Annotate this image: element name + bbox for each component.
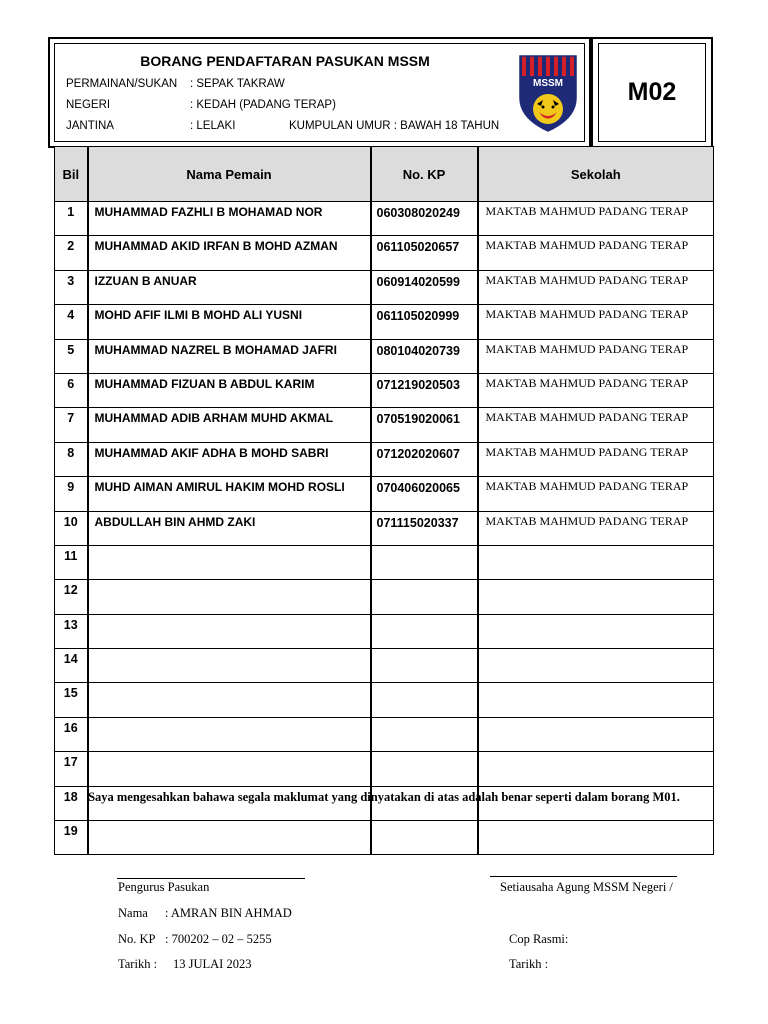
row-kp: 070406020065 <box>371 477 478 511</box>
row-school <box>478 614 714 648</box>
row-kp: 060914020599 <box>371 270 478 304</box>
manager-name-value: : AMRAN BIN AHMAD <box>165 906 292 920</box>
table-row <box>55 408 714 442</box>
row-kp <box>371 545 478 579</box>
row-school: MAKTAB MAHMUD PADANG TERAP <box>478 408 714 442</box>
row-kp: 080104020739 <box>371 339 478 373</box>
row-school <box>478 683 714 717</box>
state-label: NEGERI <box>66 99 111 111</box>
row-kp <box>371 717 478 751</box>
row-bil: 19 <box>55 821 88 855</box>
table-row <box>55 442 714 476</box>
table-row <box>55 305 714 339</box>
table-row <box>55 683 714 717</box>
table-row <box>55 373 714 407</box>
row-name <box>88 580 371 614</box>
row-name <box>88 545 371 579</box>
row-kp <box>371 821 478 855</box>
table-row <box>55 202 714 236</box>
row-kp: 070519020061 <box>371 408 478 442</box>
table-header-row <box>55 147 714 202</box>
row-school <box>478 752 714 786</box>
header-school: Sekolah <box>478 147 714 202</box>
row-bil: 6 <box>55 373 88 407</box>
row-bil: 9 <box>55 477 88 511</box>
row-bil: 10 <box>55 511 88 545</box>
table-row <box>55 339 714 373</box>
secretary-signature-line <box>490 876 677 877</box>
form-code: M02 <box>598 43 706 142</box>
row-bil: 17 <box>55 752 88 786</box>
row-name: IZZUAN B ANUAR <box>88 270 371 304</box>
row-name: MOHD AFIF ILMI B MOHD ALI YUSNI <box>88 305 371 339</box>
logo-text: MSSM <box>533 78 563 89</box>
row-kp: 071202020607 <box>371 442 478 476</box>
row-school: MAKTAB MAHMUD PADANG TERAP <box>478 339 714 373</box>
row-kp <box>371 752 478 786</box>
manager-kp-label: No. KP <box>118 932 156 946</box>
row-school <box>478 580 714 614</box>
row-name <box>88 821 371 855</box>
row-name <box>88 752 371 786</box>
row-school: MAKTAB MAHMUD PADANG TERAP <box>478 511 714 545</box>
row-school <box>478 717 714 751</box>
row-name: MUHAMMAD ADIB ARHAM MUHD AKMAL <box>88 408 371 442</box>
gender-label: JANTINA <box>66 120 114 132</box>
table-row <box>55 270 714 304</box>
game-value: : SEPAK TAKRAW <box>190 78 285 90</box>
row-name: MUHAMMAD AKID IRFAN B MOHD AZMAN <box>88 236 371 270</box>
row-name: MUHAMMAD NAZREL B MOHAMAD JAFRI <box>88 339 371 373</box>
row-bil: 7 <box>55 408 88 442</box>
row-kp: 061105020657 <box>371 236 478 270</box>
form-code-box <box>591 37 713 148</box>
table-row <box>55 821 714 855</box>
table-row <box>55 752 714 786</box>
row-kp: 071115020337 <box>371 511 478 545</box>
row-name <box>88 683 371 717</box>
row-name <box>88 717 371 751</box>
row-bil: 2 <box>55 236 88 270</box>
header-bil: Bil <box>55 147 88 202</box>
row-kp <box>371 580 478 614</box>
header-kp: No. KP <box>371 147 478 202</box>
row-bil: 11 <box>55 545 88 579</box>
row-school: MAKTAB MAHMUD PADANG TERAP <box>478 236 714 270</box>
row-bil: 3 <box>55 270 88 304</box>
row-school: MAKTAB MAHMUD PADANG TERAP <box>478 305 714 339</box>
manager-date-label: Tarikh : <box>118 957 158 971</box>
row-kp: 060308020249 <box>371 202 478 236</box>
game-label: PERMAINAN/SUKAN <box>66 78 178 90</box>
secretary-date-label: Tarikh : <box>509 957 549 971</box>
form-title: BORANG PENDAFTARAN PASUKAN MSSM <box>140 53 430 69</box>
table-row <box>55 649 714 683</box>
row-name: MUHD AIMAN AMIRUL HAKIM MOHD ROSLI <box>88 477 371 511</box>
row-bil: 1 <box>55 202 88 236</box>
secretary-role: Setiausaha Agung MSSM Negeri / <box>500 880 673 894</box>
table-row <box>55 477 714 511</box>
header-name: Nama Pemain <box>88 147 371 202</box>
row-bil: 4 <box>55 305 88 339</box>
row-kp <box>371 649 478 683</box>
official-stamp-label: Cop Rasmi: <box>509 932 569 946</box>
mssm-logo-icon <box>519 54 577 132</box>
table-row <box>55 580 714 614</box>
state-value: : KEDAH (PADANG TERAP) <box>190 99 336 111</box>
row-school: MAKTAB MAHMUD PADANG TERAP <box>478 477 714 511</box>
row-school: MAKTAB MAHMUD PADANG TERAP <box>478 202 714 236</box>
row-kp: 071219020503 <box>371 373 478 407</box>
row-bil: 16 <box>55 717 88 751</box>
row-school: MAKTAB MAHMUD PADANG TERAP <box>478 373 714 407</box>
form-header <box>48 37 591 148</box>
table-row <box>55 545 714 579</box>
row-name: MUHAMMAD FIZUAN B ABDUL KARIM <box>88 373 371 407</box>
row-name: MUHAMMAD AKIF ADHA B MOHD SABRI <box>88 442 371 476</box>
row-school <box>478 821 714 855</box>
table-row <box>55 511 714 545</box>
row-kp <box>371 614 478 648</box>
manager-role: Pengurus Pasukan <box>118 880 210 894</box>
row-school: MAKTAB MAHMUD PADANG TERAP <box>478 270 714 304</box>
manager-date-value: 13 JULAI 2023 <box>173 957 252 971</box>
row-bil: 8 <box>55 442 88 476</box>
row-bil: 18 <box>55 786 88 820</box>
row-kp <box>371 683 478 717</box>
row-kp: 061105020999 <box>371 305 478 339</box>
row-name <box>88 649 371 683</box>
age-group: KUMPULAN UMUR : BAWAH 18 TAHUN <box>289 120 500 132</box>
table-row <box>55 236 714 270</box>
declaration-text: Saya mengesahkan bahawa segala maklumat yang dinyatakan di atas adalah benar seperti dalam borang M01. <box>88 790 680 804</box>
table-row <box>55 614 714 648</box>
row-bil: 5 <box>55 339 88 373</box>
row-bil: 14 <box>55 649 88 683</box>
player-table <box>54 146 714 855</box>
manager-name-label: Nama <box>118 906 148 920</box>
manager-kp-value: : 700202 – 02 – 5255 <box>165 932 272 946</box>
row-name <box>88 614 371 648</box>
row-school: MAKTAB MAHMUD PADANG TERAP <box>478 442 714 476</box>
row-bil: 15 <box>55 683 88 717</box>
row-name: ABDULLAH BIN AHMD ZAKI <box>88 511 371 545</box>
manager-signature-line <box>117 878 305 879</box>
form-header-inner <box>54 43 585 142</box>
table-row <box>55 717 714 751</box>
row-name: MUHAMMAD FAZHLI B MOHAMAD NOR <box>88 202 371 236</box>
gender-value: : LELAKI <box>190 120 236 132</box>
row-bil: 13 <box>55 614 88 648</box>
row-bil: 12 <box>55 580 88 614</box>
row-school <box>478 545 714 579</box>
row-school <box>478 649 714 683</box>
